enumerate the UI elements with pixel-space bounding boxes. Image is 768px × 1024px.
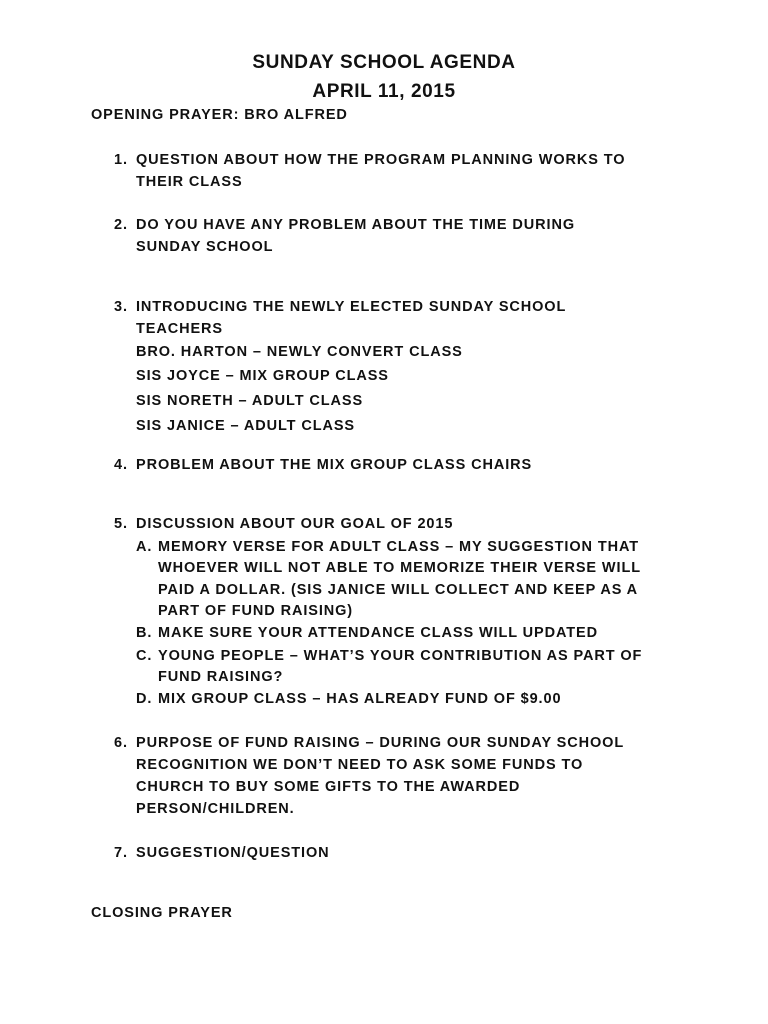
item-number: 5. (114, 516, 128, 532)
item-line: THEIR CLASS (136, 174, 243, 190)
item-line: PURPOSE OF FUND RAISING – DURING OUR SUNDAY SCHOOL (136, 735, 625, 751)
document-date: APRIL 11, 2015 (312, 81, 456, 102)
teacher-line: SIS JANICE – ADULT CLASS (136, 418, 355, 434)
teacher-line: SIS JOYCE – MIX GROUP CLASS (136, 368, 389, 384)
subitem-letter: C. (136, 648, 153, 664)
subitem-line: YOUNG PEOPLE – WHAT’S YOUR CONTRIBUTION AS PART OF (158, 648, 643, 664)
subitem-line: MEMORY VERSE FOR ADULT CLASS – MY SUGGESTION THAT (158, 539, 640, 555)
item-number: 3. (114, 299, 128, 315)
item-number: 6. (114, 735, 128, 751)
item-line: DISCUSSION ABOUT OUR GOAL OF 2015 (136, 516, 454, 532)
item-number: 1. (114, 152, 128, 168)
subitem-line: PART OF FUND RAISING) (158, 603, 354, 619)
item-line: RECOGNITION WE DON’T NEED TO ASK SOME FUNDS TO (136, 757, 584, 773)
item-line: QUESTION ABOUT HOW THE PROGRAM PLANNING WORKS TO (136, 152, 626, 168)
subitem-letter: D. (136, 691, 153, 707)
item-number: 7. (114, 845, 128, 861)
item-line: PERSON/CHILDREN. (136, 801, 295, 817)
subitem-line: WHOEVER WILL NOT ABLE TO MEMORIZE THEIR VERSE WILL (158, 560, 641, 576)
item-line: TEACHERS (136, 321, 223, 337)
item-line: SUNDAY SCHOOL (136, 239, 274, 255)
subitem-letter: B. (136, 625, 153, 641)
item-line: INTRODUCING THE NEWLY ELECTED SUNDAY SCHOOL (136, 299, 567, 315)
item-line: DO YOU HAVE ANY PROBLEM ABOUT THE TIME DURING (136, 217, 576, 233)
item-number: 4. (114, 457, 128, 473)
item-line: PROBLEM ABOUT THE MIX GROUP CLASS CHAIRS (136, 457, 533, 473)
subitem-line: MAKE SURE YOUR ATTENDANCE CLASS WILL UPDATED (158, 625, 598, 641)
item-line: SUGGESTION/QUESTION (136, 845, 330, 861)
opening-prayer: OPENING PRAYER: BRO ALFRED (91, 107, 348, 123)
item-number: 2. (114, 217, 128, 233)
item-line: CHURCH TO BUY SOME GIFTS TO THE AWARDED (136, 779, 521, 795)
closing-prayer: CLOSING PRAYER (91, 905, 233, 921)
subitem-line: FUND RAISING? (158, 669, 284, 685)
subitem-line: PAID A DOLLAR. (SIS JANICE WILL COLLECT AND KEEP AS A (158, 582, 639, 598)
subitem-line: MIX GROUP CLASS – HAS ALREADY FUND OF $9.00 (158, 691, 562, 707)
teacher-line: BRO. HARTON – NEWLY CONVERT CLASS (136, 344, 463, 360)
teacher-line: SIS NORETH – ADULT CLASS (136, 393, 364, 409)
subitem-letter: A. (136, 539, 153, 555)
document-title: SUNDAY SCHOOL AGENDA (252, 52, 516, 73)
